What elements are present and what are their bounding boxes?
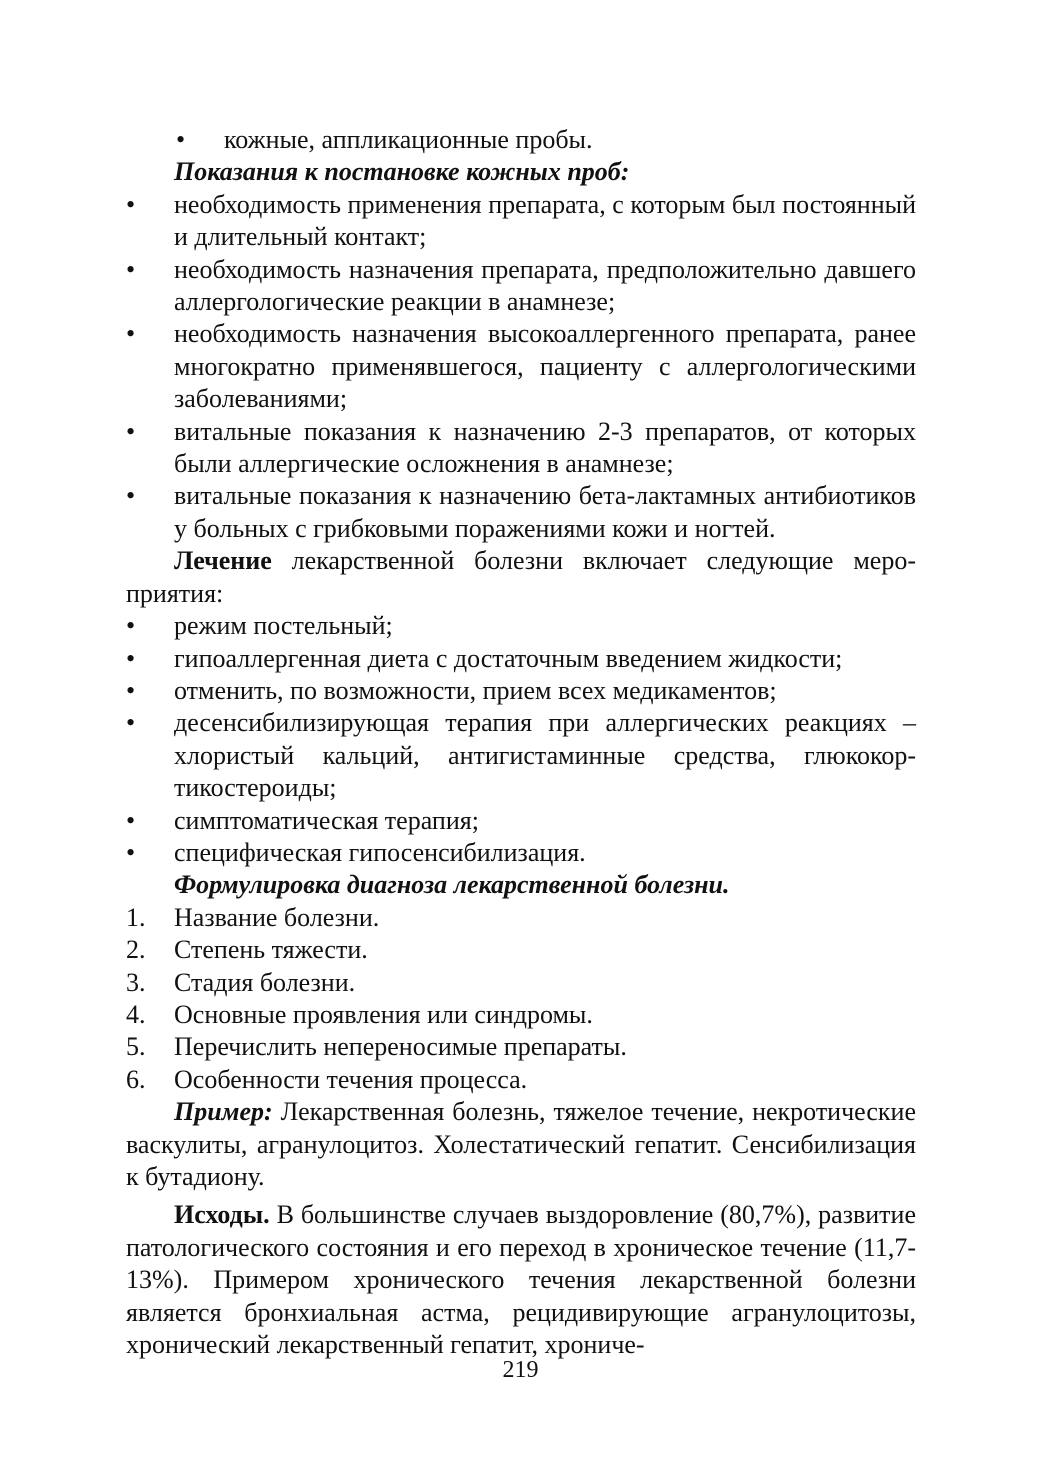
treatment-paragraph bbox=[126, 545, 916, 610]
list-item-text: витальные показания к назначению 2-3 препаратов, от которых были аллергические осложнения в анамнезе; bbox=[174, 416, 916, 479]
diagnosis-list bbox=[126, 902, 916, 1096]
bullet-mark: • bbox=[126, 708, 136, 738]
item-number: 4. bbox=[126, 999, 146, 1029]
numbered-item bbox=[126, 1064, 916, 1096]
treatment-lead-text: лекарственной болезни включает следующие мероприятия: bbox=[126, 546, 916, 608]
item-number: 6. bbox=[126, 1064, 146, 1094]
bullet-mark: • bbox=[126, 805, 136, 835]
item-text: Перечислить непереносимые препараты. bbox=[174, 1032, 627, 1062]
item-text: Стадия болезни. bbox=[174, 967, 356, 997]
numbered-item bbox=[126, 967, 916, 999]
item-text: Степень тяжести. bbox=[174, 935, 368, 965]
list-item bbox=[126, 416, 916, 481]
intro-bullet-text: кожные, аппликационные пробы. bbox=[224, 125, 593, 154]
item-text: Особенности течения процесса. bbox=[174, 1064, 528, 1094]
list-item bbox=[126, 643, 916, 675]
bullet-mark: • bbox=[126, 254, 136, 284]
outcomes-text: В большинстве случаев выздоровление (80,7%), развитие патологического состояния и его переход в хроническое течение (11,7-13%). Примером хронического течения лекарственной болезни является бронхиальная астма, рецидивирующие агранулоцитозы, хронический лекарственный гепатит, хрониче- bbox=[126, 1200, 916, 1360]
item-text: Основные проявления или синдромы. bbox=[174, 999, 593, 1029]
indications-heading: Показания к постановке кожных проб: bbox=[174, 157, 630, 187]
list-item-text: гипоаллергенная диета с достаточным введением жидкости; bbox=[174, 643, 843, 673]
bullet-mark: • bbox=[126, 611, 136, 641]
example-lead: Пример: bbox=[174, 1097, 273, 1127]
list-item-text: специфическая гипосенсибилизация. bbox=[174, 837, 586, 867]
example-text: Лекарственная болезнь, тяжелое течение, некротические васкулиты, агранулоцитоз. Холестатический гепатит. Сенсибилизация к бутадиону. bbox=[126, 1097, 916, 1191]
intro-bullet-item bbox=[126, 124, 916, 156]
item-text: Название болезни. bbox=[174, 902, 380, 932]
item-number: 5. bbox=[126, 1032, 146, 1062]
list-item bbox=[126, 805, 916, 837]
treatment-list bbox=[126, 610, 916, 869]
list-item bbox=[126, 189, 916, 254]
list-item bbox=[126, 318, 916, 415]
numbered-item bbox=[126, 999, 916, 1031]
numbered-item bbox=[126, 902, 916, 934]
bullet-mark: • bbox=[126, 643, 136, 673]
list-item-text: десенсибилизирующая терапия при аллергических реакциях – хлористый кальций, антигистаминные средства, глюкокортикостероиды; bbox=[174, 708, 916, 803]
list-item-text: необходимость назначения высокоаллергенного препарата, ранее многократно применявшегося, пациенту с аллергологическими заболеваниями; bbox=[174, 319, 916, 414]
list-item bbox=[126, 675, 916, 707]
bullet-mark: • bbox=[126, 837, 136, 867]
bullet-mark: • bbox=[126, 481, 136, 511]
item-number: 3. bbox=[126, 967, 146, 997]
list-item bbox=[126, 610, 916, 642]
numbered-item bbox=[126, 934, 916, 966]
list-item-text: необходимость применения препарата, с которым был постоянный и длительный контакт; bbox=[174, 189, 916, 252]
list-item-text: необходимость назначения препарата, предположительно давшего аллергологические реакции в анамнезе; bbox=[174, 254, 916, 317]
bullet-mark: • bbox=[176, 125, 186, 154]
list-item bbox=[126, 707, 916, 804]
example-paragraph bbox=[126, 1096, 916, 1193]
numbered-item bbox=[126, 1031, 916, 1063]
list-item bbox=[126, 837, 916, 869]
page-number: 219 bbox=[502, 1357, 539, 1383]
bullet-mark: • bbox=[126, 416, 136, 446]
bullet-mark: • bbox=[126, 319, 136, 349]
indications-list bbox=[126, 189, 916, 545]
item-number: 1. bbox=[126, 902, 146, 932]
bullet-mark: • bbox=[126, 189, 136, 219]
page-body bbox=[126, 124, 916, 1361]
list-item bbox=[126, 480, 916, 545]
list-item bbox=[126, 254, 916, 319]
list-item-text: отменить, по возможности, прием всех медикаментов; bbox=[174, 675, 777, 705]
outcomes-lead: Исходы. bbox=[174, 1200, 270, 1230]
treatment-lead: Лечение bbox=[174, 546, 272, 576]
bullet-mark: • bbox=[126, 675, 136, 705]
list-item-text: симптоматическая терапия; bbox=[174, 805, 479, 835]
list-item-text: режим постельный; bbox=[174, 611, 393, 641]
diagnosis-heading: Формулировка диагноза лекарственной болезни. bbox=[174, 870, 730, 900]
item-number: 2. bbox=[126, 935, 146, 965]
list-item-text: витальные показания к назначению бета-лактамных антибиотиков у больных с грибковыми поражениями кожи и ногтей. bbox=[174, 481, 916, 543]
outcomes-paragraph bbox=[126, 1199, 916, 1361]
